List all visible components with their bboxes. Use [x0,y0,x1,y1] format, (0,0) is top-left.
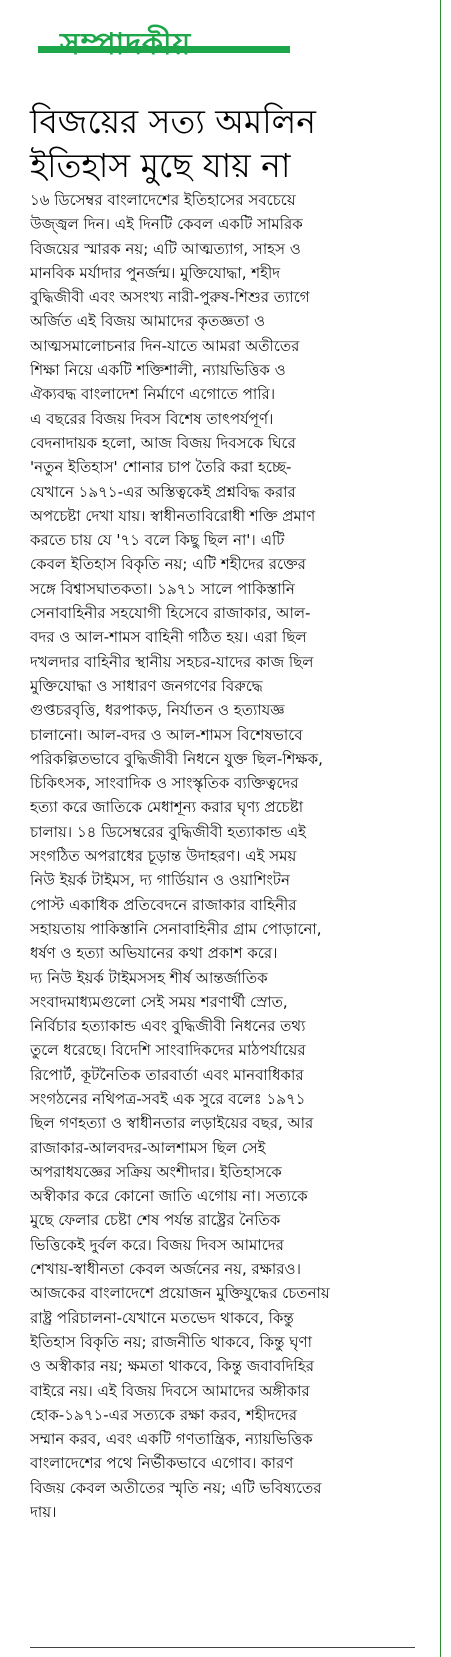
column-divider [440,0,441,1657]
article-line: দায়। [30,1503,57,1522]
article-line: ঐক্যবদ্ধ বাংলাদেশ নির্মাণে এগোতে পারি। [30,385,276,404]
article-line: বিজয়ের স্মারক নয়; এটি আত্মত্যাগ, সাহস ও [30,239,301,258]
article-line: শেখায়-স্বাধীনতা কেবল অর্জনের নয়, রক্ষারও। [30,1260,301,1279]
article-line: সহায়তায় পাকিস্তানি সেনাবাহিনীর গ্রাম পোড়ানো, [30,919,322,938]
article-line: মানবিক মর্যাদার পুনর্জন্ম। মুক্তিযোদ্ধা, শহীদ [30,263,281,282]
article-line: বুদ্ধিজীবী এবং অসংখ্য নারী-পুরুষ-শিশুর ত্যাগে [30,288,310,307]
article-line: সংবাদমাধ্যমগুলো সেই সময় শরণার্থী স্রোত, [30,992,288,1011]
section-masthead [30,14,290,74]
article-line: বদর ও আল-শামস বাহিনী গঠিত হয়। এরা ছিল [30,628,307,647]
article-line: নির্বিচার হত্যাকান্ড এবং বুদ্ধিজীবী নিধনের তথ্য [30,1017,306,1036]
section-label: সম্পাদকীয় [60,27,192,62]
article-line: ইতিহাস বিকৃতি নয়; রাজনীতি থাকবে, কিন্তু ঘৃণা [30,1332,312,1351]
article-line: এ বছরের বিজয় দিবস বিশেষ তাৎপর্যপূর্ণ। [30,409,274,428]
headline-line: বিজয়ের সত্য অমলিন [30,102,316,141]
article-line: মুছে ফেলার চেষ্টা শেষ পর্যন্ত রাষ্ট্রের নৈতিক [30,1211,281,1230]
article-line: সেনাবাহিনীর সহযোগী হিসেবে রাজাকার, আল- [30,604,311,623]
article-line: বিজয় কেবল অতীতের স্মৃতি নয়; এটি ভবিষ্যতের [30,1478,322,1497]
article-body [30,188,418,1524]
article-line: ও অস্বীকার নয়; ক্ষমতা থাকবে, কিন্তু জবাবদিহির [30,1357,314,1376]
article-line: অর্জিত এই বিজয় আমাদের কৃতজ্ঞতা ও [30,312,265,331]
article-line: দ্য নিউ ইয়র্ক টাইমসসহ শীর্ষ আন্তর্জাতিক [30,968,268,987]
article-line: যেখানে ১৯৭১-এর অস্তিত্বকেই প্রশ্নবিদ্ধ করার [30,482,296,501]
article-line: সংগঠিত অপরাধের চূড়ান্ত উদাহরণ। এই সময় [30,847,297,866]
article-line: পোস্ট একাধিক প্রতিবেদনে রাজাকার বাহিনীর [30,895,297,914]
article-line: কেবল ইতিহাস বিকৃতি নয়; এটি শহীদের রক্তের [30,555,306,574]
article-line: বাংলাদেশের পথে নির্ভীকভাবে এগোব। কারণ [30,1454,294,1473]
article-line: মুক্তিযোদ্ধা ও সাধারণ জনগণের বিরুদ্ধে [30,676,263,695]
article-line: রাজাকার-আলবদর-আলশামস ছিল সেই [30,1138,266,1157]
article-line: তুলে ধরেছে। বিদেশি সাংবাদিকদের মাঠপর্যায়ের [30,1041,306,1060]
article-line: চালানো। আল-বদর ও আল-শামস বিশেষভাবে [30,725,303,744]
article-line: পরিকল্পিতভাবে বুদ্ধিজীবী নিধনে যুক্ত ছিল-শিক্ষক, [30,749,323,768]
bottom-divider [30,1647,415,1648]
article-line: বেদনাদায়ক হলো, আজ বিজয় দিবসকে ঘিরে [30,433,296,452]
article-line: 'নতুন ইতিহাস' শোনার চাপ তৈরি করা হচ্ছে- [30,458,292,477]
article-line: বাইরে নয়। এই বিজয় দিবসে আমাদের অঙ্গীকার [30,1381,310,1400]
article-line: চালায়। ১৪ ডিসেম্বরের বুদ্ধিজীবী হত্যাকান্ড এই [30,822,306,841]
article-line: নিউ ইয়র্ক টাইমস, দ্য গার্ডিয়ান ও ওয়াশিংটন [30,871,290,890]
article-line: ছিল গণহত্যা ও স্বাধীনতার লড়াইয়ের বছর, আর [30,1114,314,1133]
article-line: করতে চায় যে '৭১ বলে কিছু ছিল না'। এটি [30,531,285,550]
article-line: সম্মান করব, এবং একটি গণতান্ত্রিক, ন্যায়ভিত্তিক [30,1430,313,1449]
article-line: গুপ্তচরবৃত্তি, ধরপাকড়, নির্যাতন ও হত্যাযজ্ঞ [30,701,285,720]
article-line: হোক-১৯৭১-এর সত্যকে রক্ষা করব, শহীদদের [30,1405,298,1424]
article-line: অপরাধযজ্ঞের সক্রিয় অংশীদার। ইতিহাসকে [30,1162,282,1181]
article-line: ১৬ ডিসেম্বর বাংলাদেশের ইতিহাসের সবচেয়ে [30,191,296,209]
article-line: হত্যা করে জাতিকে মেধাশূন্য করার ঘৃণ্য প্রচেষ্টা [30,798,304,817]
article-line: চিকিৎসক, সাংবাদিক ও সাংস্কৃতিক ব্যক্তিত্বদের [30,774,299,793]
article-line: অপচেষ্টা দেখা যায়। স্বাধীনতাবিরোধী শক্তি প্রমাণ [30,506,316,525]
article-line: শিক্ষা নিয়ে একটি শক্তিশালী, ন্যায়ভিত্তিক ও [30,361,286,380]
headline [30,100,430,188]
article-line: ধর্ষণ ও হত্যা অভিযানের কথা প্রকাশ করে। [30,944,278,963]
article-line: আত্মসমালোচনার দিন-যাতে আমরা অতীতের [30,336,300,355]
article-line: দখলদার বাহিনীর স্থানীয় সহচর-যাদের কাজ ছিল [30,652,314,671]
article-line: ভিত্তিকেই দুর্বল করে। বিজয় দিবস আমাদের [30,1235,284,1254]
article-line: রিপোর্ট, কূটনৈতিক তারবার্তা এবং মানবাধিকার [30,1065,304,1084]
article-line: অস্বীকার করে কোনো জাতি এগোয় না। সত্যকে [30,1187,308,1206]
article-line: রাষ্ট্র পরিচালনা-যেখানে মতভেদ থাকবে, কিন্তু [30,1308,294,1327]
article-line: আজকের বাংলাদেশে প্রয়োজন মুক্তিযুদ্ধের চেতনায় [30,1284,330,1303]
article-line: সঙ্গে বিশ্বাসঘাতকতা। ১৯৭১ সালে পাকিস্তানি [30,579,295,598]
article-line: সংগঠনের নথিপত্র-সবই এক সুরে বলেঃ ১৯৭১ [30,1089,306,1108]
article-line: উজ্জ্বল দিন। এই দিনটি কেবল একটি সামরিক [30,215,303,234]
headline-line: ইতিহাস মুছে যায় না [30,146,291,185]
